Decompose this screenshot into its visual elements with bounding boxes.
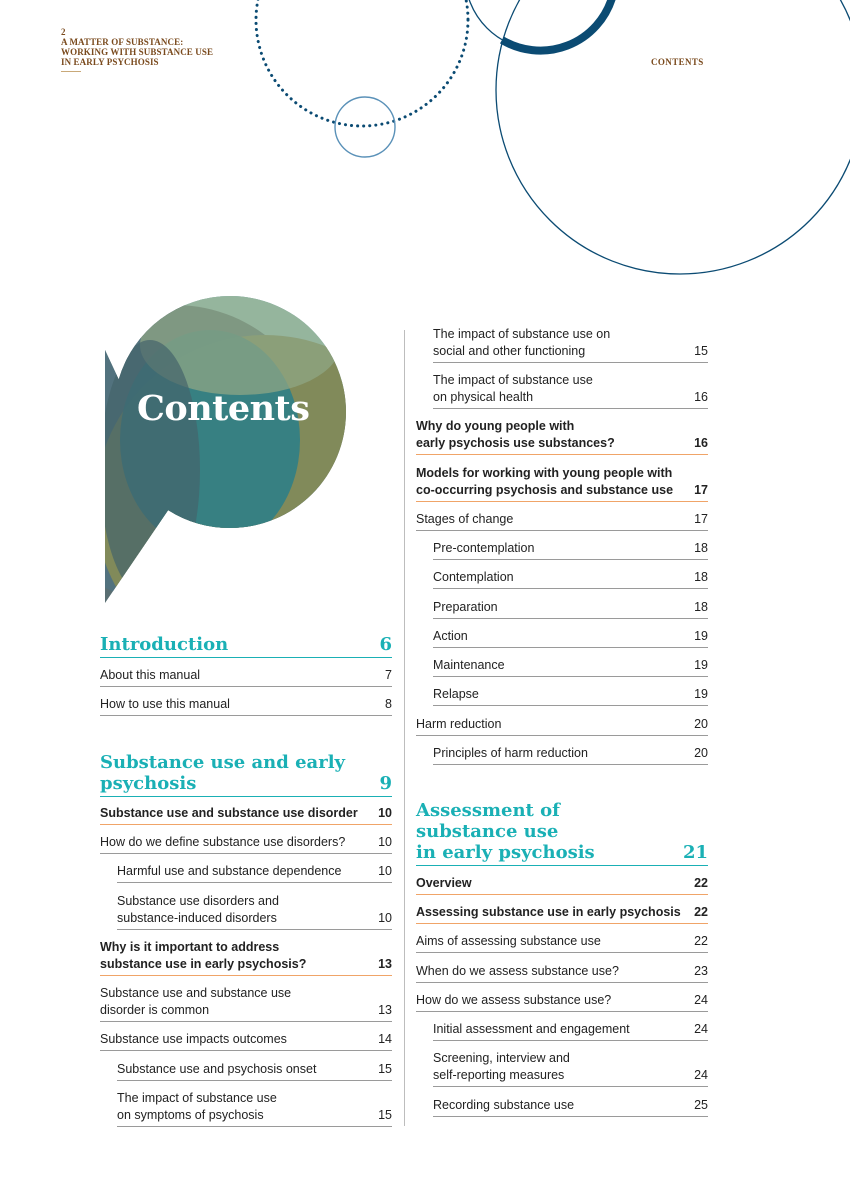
toc-entry-page: 17 [694, 512, 708, 526]
toc-entry-title: About this manual [100, 668, 201, 682]
large-circle [496, 0, 850, 274]
toc-entry-page: 16 [694, 436, 708, 450]
logo-title: Contents [137, 388, 310, 429]
toc-entry-title: How do we define substance use disorders? [100, 835, 346, 849]
toc-entry-title: Aims of assessing substance use [416, 934, 601, 948]
toc-entry-title: Preparation [433, 600, 498, 614]
toc-entry-page: 7 [385, 668, 392, 682]
toc-entry[interactable] [100, 834, 392, 854]
toc-entry[interactable] [416, 904, 708, 924]
toc-entry-title: Screening, interview and self-reporting measures [433, 1051, 570, 1082]
toc-entry-page: 13 [378, 1003, 392, 1017]
toc-entry-page: 22 [694, 934, 708, 948]
toc-entry[interactable] [416, 963, 708, 983]
toc-entry[interactable] [433, 1097, 708, 1117]
toc-section-title: Introduction [100, 634, 229, 655]
toc-entry-title: The impact of substance use on social and other functioning [433, 327, 611, 358]
toc-entry[interactable] [100, 939, 392, 976]
toc-entry-page: 14 [378, 1032, 392, 1046]
toc-entry-page: 10 [378, 911, 392, 925]
toc-entry-page: 20 [694, 717, 708, 731]
toc-entry-page: 25 [694, 1098, 708, 1112]
toc-entry-title: Why do young people with early psychosis use substances? [416, 419, 615, 450]
toc-entry-page: 15 [378, 1062, 392, 1076]
toc-entry-title: Action [433, 629, 468, 643]
toc-section-page: 6 [379, 634, 392, 655]
toc-entry-page: 16 [694, 390, 708, 404]
toc-entry-page: 10 [378, 864, 392, 878]
toc-section-title: Assessment of substance use in early psychosis [416, 800, 595, 863]
toc-entry-page: 17 [694, 483, 708, 497]
toc-entry-title: When do we assess substance use? [416, 964, 619, 978]
header-line-2: WORKING WITH SUBSTANCE USE [61, 47, 214, 57]
toc-entry-title: Substance use impacts outcomes [100, 1032, 287, 1046]
toc-section-heading[interactable] [100, 634, 392, 658]
toc-section-page: 21 [682, 842, 708, 863]
toc-entry-page: 19 [694, 687, 708, 701]
toc-entry[interactable] [416, 992, 708, 1012]
toc-entry-title: Relapse [433, 687, 479, 701]
toc-entry[interactable] [117, 893, 392, 930]
toc-entry-title: How do we assess substance use? [416, 993, 612, 1007]
toc-entry-page: 19 [694, 629, 708, 643]
toc-entry-title: Substance use disorders and substance-induced disorders [117, 894, 279, 925]
contents-bubble-logo [25, 260, 435, 620]
toc-entry-title: Maintenance [433, 658, 505, 672]
toc-entry-title: Contemplation [433, 570, 514, 584]
toc-entry[interactable] [433, 1021, 708, 1041]
header-line-1: A MATTER OF SUBSTANCE: [61, 37, 184, 47]
column-divider [404, 330, 405, 1126]
toc-entry[interactable] [416, 716, 708, 736]
toc-entry-page: 13 [378, 957, 392, 971]
toc-entry-page: 24 [694, 1068, 708, 1082]
toc-entry-title: Stages of change [416, 512, 514, 526]
toc-entry[interactable] [100, 985, 392, 1022]
toc-entry-page: 15 [694, 344, 708, 358]
toc-entry[interactable] [433, 599, 708, 619]
toc-entry[interactable] [100, 1031, 392, 1051]
toc-entry[interactable] [416, 933, 708, 953]
toc-entry-title: Overview [416, 876, 472, 890]
toc-entry-title: Harmful use and substance dependence [117, 864, 342, 878]
toc-entry[interactable] [117, 1090, 392, 1127]
small-circle [335, 97, 395, 157]
toc-entry-page: 23 [694, 964, 708, 978]
toc-entry[interactable] [416, 875, 708, 895]
toc-entry-title: Harm reduction [416, 717, 502, 731]
toc-entry-title: The impact of substance use on physical health [433, 373, 593, 404]
page-number: 2 [61, 27, 66, 37]
toc-entry[interactable] [117, 1061, 392, 1081]
toc-entry[interactable] [416, 465, 708, 502]
toc-entry-title: How to use this manual [100, 697, 230, 711]
arc-thick-segment [502, 0, 612, 51]
toc-entry[interactable] [433, 628, 708, 648]
toc-entry[interactable] [433, 569, 708, 589]
toc-entry[interactable] [433, 540, 708, 560]
toc-entry-title: Recording substance use [433, 1098, 575, 1112]
toc-entry-page: 24 [694, 993, 708, 1007]
toc-entry-title: Models for working with young people with co-occurring psychosis and substance use [416, 466, 674, 497]
toc-section-title: Substance use and early psychosis [100, 752, 345, 794]
toc-entry-title: Substance use and substance use disorder is common [100, 986, 292, 1017]
toc-section-page: 9 [379, 773, 392, 794]
toc-entry[interactable] [416, 418, 708, 455]
toc-entry[interactable] [117, 863, 392, 883]
toc-entry[interactable] [100, 667, 392, 687]
toc-entry[interactable] [433, 326, 708, 363]
toc-entry[interactable] [433, 1050, 708, 1087]
section-label: CONTENTS [651, 57, 704, 67]
toc-entry-page: 24 [694, 1022, 708, 1036]
toc-entry-page: 15 [378, 1108, 392, 1122]
toc-entry[interactable] [433, 657, 708, 677]
toc-section-heading[interactable] [416, 800, 708, 866]
toc-section-heading[interactable] [100, 752, 392, 797]
toc-entry-page: 10 [378, 806, 392, 820]
dotted-circle [256, 0, 468, 126]
toc-entry-page: 18 [694, 570, 708, 584]
toc-entry-title: Why is it important to address substance use in early psychosis? [100, 940, 307, 971]
toc-entry[interactable] [433, 686, 708, 706]
toc-entry-title: Initial assessment and engagement [433, 1022, 630, 1036]
toc-entry-page: 19 [694, 658, 708, 672]
toc-entry[interactable] [433, 372, 708, 409]
toc-entry-title: Principles of harm reduction [433, 746, 588, 760]
toc-entry-page: 22 [694, 876, 708, 890]
toc-entry-page: 18 [694, 600, 708, 614]
toc-entry-page: 8 [385, 697, 392, 711]
toc-entry[interactable] [100, 805, 392, 825]
toc-entry-page: 18 [694, 541, 708, 555]
toc-entry[interactable] [433, 745, 708, 765]
toc-entry-page: 10 [378, 835, 392, 849]
toc-entry-title: Pre-contemplation [433, 541, 535, 555]
header-line-3: IN EARLY PSYCHOSIS [61, 57, 159, 67]
toc-entry-page: 22 [694, 905, 708, 919]
toc-entry[interactable] [100, 696, 392, 716]
toc-entry-title: The impact of substance use on symptoms of psychosis [117, 1091, 277, 1122]
toc-entry[interactable] [416, 511, 708, 531]
toc-entry-title: Substance use and psychosis onset [117, 1062, 317, 1076]
toc-entry-title: Assessing substance use in early psychosis [416, 905, 681, 919]
toc-entry-page: 20 [694, 746, 708, 760]
toc-entry-title: Substance use and substance use disorder [100, 806, 358, 820]
